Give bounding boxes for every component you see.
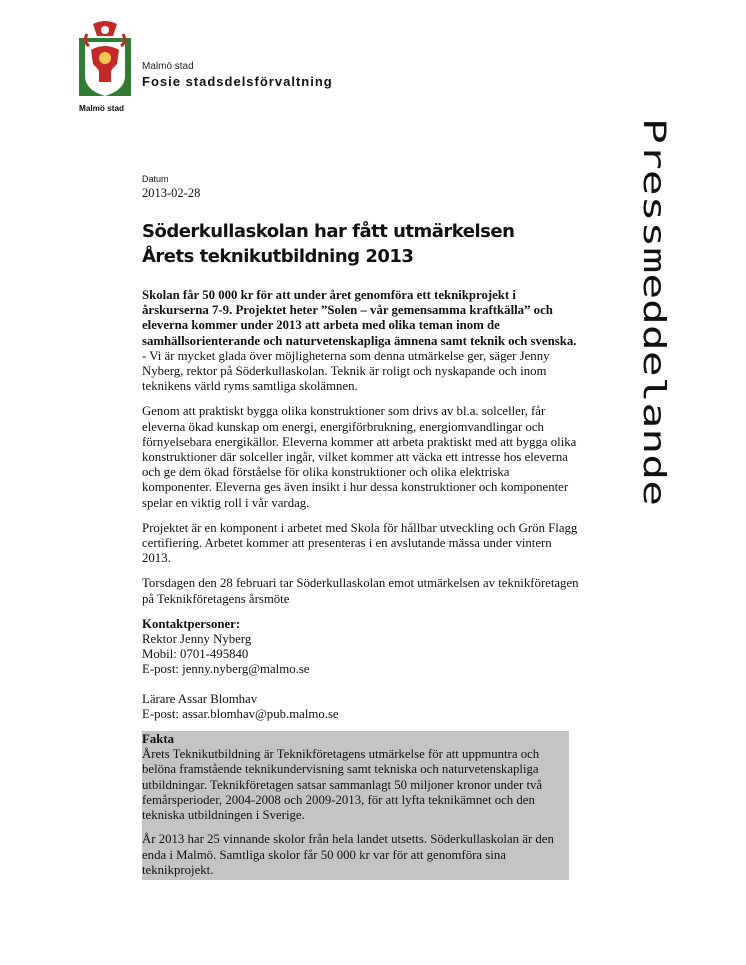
contact-1-name: Rektor Jenny Nyberg	[142, 632, 252, 647]
contact-1-phone: Mobil: 0701-495840	[142, 647, 249, 662]
contact-2-email: E-post: assar.blomhav@pub.malmo.se	[142, 706, 339, 721]
body-paragraph-3: Projektet är en komponent i arbetet med Skola för hållbar utveckling och Grön Flagg certifiering. Arbetet kommer att presenteras i en avslutande mässa under vintern 2013.	[142, 520, 578, 566]
contacts-section	[142, 617, 582, 722]
contact-1-email: E-post: jenny.nyberg@malmo.se	[142, 662, 310, 677]
article-body	[142, 288, 582, 880]
contact-2-name: Lärare Assar Blomhav	[142, 691, 258, 706]
date-label: Datum	[142, 174, 169, 184]
lead-paragraph: Skolan får 50 000 kr för att under året genomföra ett teknikprojekt i årskurserna 7-9. Projektet heter ”Solen – vår gemensamma kraftkälla” och eleverna kommer under 2013 att arbeta med olika teman inom de samhällsorienterande och naturvetenskapliga ämnena samt teknik och svenska.	[142, 288, 577, 348]
side-label	[636, 108, 676, 508]
page-title	[142, 220, 602, 269]
org-parent: Malmö stad	[142, 61, 194, 72]
logo-label: Malmö stad	[79, 104, 125, 113]
fakta-heading: Fakta	[142, 732, 174, 747]
fakta-paragraph-1: Årets Teknikutbildning är Teknikföretagens utmärkelse för att uppmuntra och belöna framstående teknikundervisning samt tekniska och naturvetenskapliga utbildningar. Teknikföretagen satsar sammanlagt 50 miljoner kronor under två femårsperioder, 2004-2008 och 2009-2013, för att lyfta teknikämnet och den tekniska utbildningen i Sverige.	[142, 747, 543, 823]
contacts-spacer	[142, 678, 582, 692]
fakta-box	[142, 731, 569, 880]
body-paragraph-4: Torsdagen den 28 februari tar Söderkullaskolan emot utmärkelsen av teknikföretagen på Teknikföretagens årsmöte	[142, 576, 579, 606]
city-crest-icon	[79, 20, 131, 112]
malmo-stad-logo	[79, 20, 131, 112]
title-line-2: Årets teknikutbildning 2013	[142, 245, 414, 267]
body-paragraph-1: - Vi är mycket glada över möjligheterna som denna utmärkelse ger, säger Jenny Nyberg, rektor på Söderkullaskolan. Teknik är roligt och nyskapande och inom teknikens värld ryms samtliga skolämnen.	[142, 348, 550, 394]
contacts-heading: Kontaktpersoner:	[142, 616, 241, 631]
side-label-text: Pressmeddelande	[636, 118, 671, 389]
title-line-1: Söderkullaskolan har fått utmärkelsen	[142, 221, 515, 242]
fakta-paragraph-2: År 2013 har 25 vinnande skolor från hela landet utsetts. Söderkullaskolan är den enda i Malmö. Samtliga skolor får 50 000 kr var för att genomföra sina teknikprojekt.	[142, 832, 554, 877]
date-value: 2013-02-28	[142, 186, 201, 200]
body-paragraph-2: Genom att praktiskt bygga olika konstruktioner som drivs av bl.a. solceller, får eleverna ökad kunskap om energi, energiförbrukning, energiomvandlingar och förnyelsebara energikällor. Eleverna kommer att arbeta praktiskt med att bygga olika konstruktioner där solceller ingår, vilket kommer att väcka ett intresse hos eleverna och ge dem ökad förståelse för olika konstruktioner och olika elektriska komponenter. Eleverna ges även insikt i hur dessa konstruktioner och komponenter spelar en viktig roll i vår vardag.	[142, 404, 577, 510]
org-name: Fosie stadsdelsförvaltning	[142, 74, 333, 89]
